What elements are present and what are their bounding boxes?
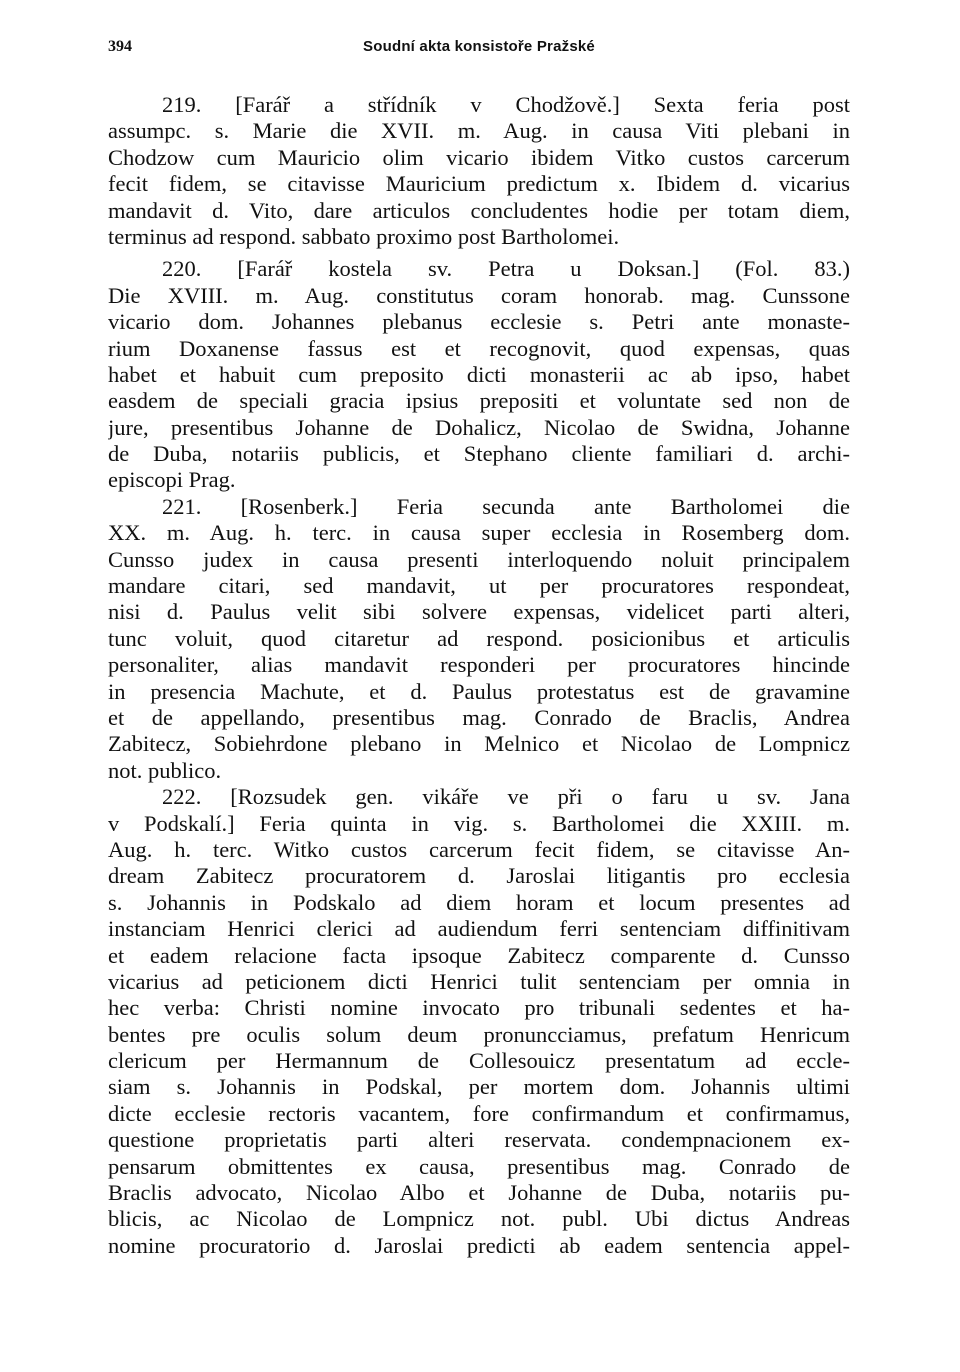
- entry-221: [108, 494, 850, 784]
- text-line: blicis, ac Nicolao de Lompnicz not. publ. Ubi dictus Andreas: [108, 1206, 850, 1232]
- text-line: fecit fidem, se citavisse Mauricium predictum x. Ibidem d. vicarius: [108, 171, 850, 197]
- text-line: Braclis advocato, Nicolao Albo et Johanne de Duba, notariis pu-: [108, 1180, 850, 1206]
- text-line: vicarius ad peticionem dicti Henrici tulit sentenciam per omnia in: [108, 968, 850, 994]
- text-line: not. publico.: [108, 757, 222, 783]
- text-line: s. Johannis in Podskalo ad diem horam et locum presentes ad: [108, 889, 850, 915]
- text-line: et de appellando, presentibus mag. Conrado de Braclis, Andrea: [108, 704, 850, 730]
- text-line: in presencia Machute, et d. Paulus protestatus est de gravamine: [108, 678, 850, 704]
- text-line: nisi d. Paulus velit sibi solvere expensas, videlicet parti alteri,: [108, 599, 850, 625]
- page-header: [108, 38, 850, 62]
- text-line: personaliter, alias mandavit responderi per procuratores hincinde: [108, 652, 850, 678]
- text-line: terminus ad respond. sabbato proximo post Bartholomei.: [108, 223, 620, 249]
- text-line: et eadem relacione facta ipsoque Zabitecz comparente d. Cunsso: [108, 942, 850, 968]
- text-line: vicario dom. Johannes plebanus ecclesie s. Petri ante monaste-: [108, 309, 850, 335]
- text-line: easdem de speciali gracia ipsius prepositi et voluntate sed non de: [108, 388, 850, 414]
- entry-219: [108, 92, 850, 250]
- text-line: nomine procuratorio d. Jaroslai predicti ab eadem sentencia appel-: [108, 1232, 850, 1258]
- running-title: Soudní akta konsistoře Pražské: [363, 38, 595, 55]
- text-line: XX. m. Aug. h. terc. in causa super ecclesia in Rosemberg dom.: [108, 520, 850, 546]
- entry-222: [108, 784, 850, 1259]
- text-line: Zabitecz, Sobiehrdone plebano in Melnico et Nicolao de Lompnicz: [108, 731, 850, 757]
- text-line: 220. [Farář kostela sv. Petra u Doksan.] (Fol. 83.): [162, 256, 850, 282]
- text-line: 222. [Rozsudek gen. vikáře ve při o faru u sv. Jana: [162, 784, 850, 810]
- text-line: pensarum obmittentes ex causa, presentibus mag. Conrado de: [108, 1153, 850, 1179]
- text-line: 221. [Rosenberk.] Feria secunda ante Bartholomei die: [162, 493, 850, 519]
- text-line: hec verba: Christi nomine invocato pro tribunali sedentes et ha-: [108, 995, 850, 1021]
- text-line: Cunsso judex in causa presenti interloquendo noluit principalem: [108, 546, 850, 572]
- text-line: siam s. Johannis in Podskal, per mortem dom. Johannis ultimi: [108, 1074, 850, 1100]
- text-line: de Duba, notariis publicis, et Stephano cliente familiari d. archi-: [108, 441, 850, 467]
- text-line: v Podskalí.] Feria quinta in vig. s. Bartholomei die XXIII. m.: [108, 810, 850, 836]
- page-number: 394: [108, 38, 132, 55]
- text-line: dream Zabitecz procuratorem d. Jaroslai litigantis pro ecclesia: [108, 863, 850, 889]
- text-line: bentes pre oculis solum deum pronuncciamus, prefatum Henricum: [108, 1021, 850, 1047]
- text-line: jure, presentibus Johanne de Dohalicz, Nicolao de Swidna, Johanne: [108, 414, 850, 440]
- text-line: mandavit d. Vito, dare articulos concludentes hodie per totam diem,: [108, 197, 850, 223]
- text-line: 219. [Farář a střídník v Chodžově.] Sexta feria post: [162, 92, 850, 117]
- text-line: mandare citari, sed mandavit, ut per procuratores respondeat,: [108, 573, 850, 599]
- text-line: tunc voluit, quod citaretur ad respond. posicionibus et articulis: [108, 625, 850, 651]
- page-body: [108, 92, 850, 1259]
- text-line: instanciam Henrici clerici ad audiendum ferri sentenciam diffinitivam: [108, 916, 850, 942]
- text-line: rium Doxanense fassus est et recognovit, quod expensas, quas: [108, 335, 850, 361]
- text-line: Die XVIII. m. Aug. constitutus coram honorab. mag. Cunssone: [108, 282, 850, 308]
- entry-220: [108, 256, 850, 494]
- text-line: Chodzow cum Mauricio olim vicario ibidem Vitko custos carcerum: [108, 144, 850, 170]
- text-line: questione proprietatis parti alteri reservata. condempnacionem ex-: [108, 1127, 850, 1153]
- text-line: Aug. h. terc. Witko custos carcerum fecit fidem, se citavisse An-: [108, 836, 850, 862]
- text-line: episcopi Prag.: [108, 467, 236, 493]
- text-line: habet et habuit cum preposito dicti monasterii ac ab ipso, habet: [108, 361, 850, 387]
- text-line: clericum per Hermannum de Collesouicz presentatum ad eccle-: [108, 1048, 850, 1074]
- text-line: dicte ecclesie rectoris vacantem, fore confirmandum et confirmamus,: [108, 1100, 850, 1126]
- text-line: assumpc. s. Marie die XVII. m. Aug. in causa Viti plebani in: [108, 118, 850, 144]
